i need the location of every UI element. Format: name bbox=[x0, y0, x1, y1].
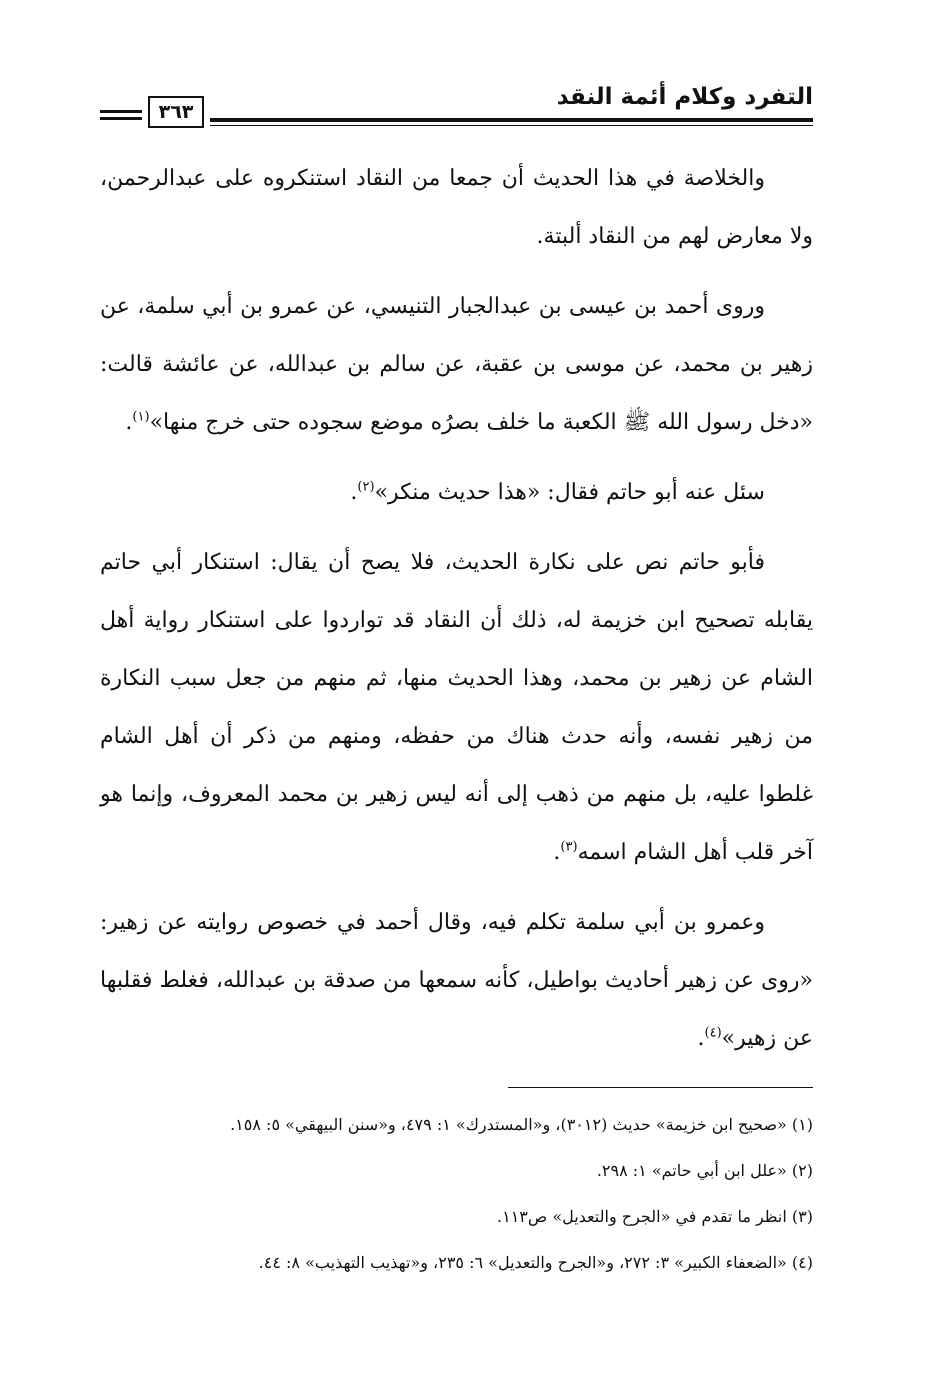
header-rule bbox=[210, 118, 813, 122]
footnote-ref: (٤) bbox=[704, 1025, 722, 1041]
footnotes bbox=[100, 1102, 813, 1286]
footnote-4: (٤) «الضعفاء الكبير» ٣: ٢٧٢، و«الجرح والتعديل» ٦: ٢٣٥، و«تهذيب التهذيب» ٨: ٤٤. bbox=[258, 1253, 813, 1272]
paragraph-text: سئل عنه أبو حاتم فقال: «هذا حديث منكر» bbox=[374, 480, 765, 505]
page-header bbox=[100, 80, 813, 130]
page-number: ٣٦٣ bbox=[148, 96, 204, 128]
main-text bbox=[100, 150, 813, 1080]
paragraph-text: وروى أحمد بن عيسى بن عبدالجبار التنيسي، عن عمرو بن أبي سلمة، عن زهير بن محمد، عن موسى بن عقبة، عن سالم بن عبدالله، عن عائشة قالت: «دخل رسول الله ﷺ الكعبة ما خلف بصرُه موضع سجوده حتى خرج منها» bbox=[100, 294, 813, 435]
footnote-ref: (٣) bbox=[560, 839, 578, 855]
paragraph-amr: وعمرو بن أبي سلمة تكلم فيه، وقال أحمد في خصوص روايته عن زهير: «روى عن زهير أحاديث بواطيل، كأنه سمعها من صدقة بن عبدالله، فغلط فقلبها عن زهير»$^{(٤)}$. bbox=[100, 910, 813, 1051]
paragraph-text: والخلاصة في هذا الحديث أن جمعا من النقاد استنكروه على عبدالرحمن، ولا معارض لهم من النقاد ألبتة. bbox=[100, 166, 813, 249]
paragraph-conclusion bbox=[100, 150, 813, 266]
footnote-2: (٢) «علل ابن أبي حاتم» ١: ٢٩٨. bbox=[596, 1161, 813, 1180]
footnote-separator bbox=[508, 1087, 813, 1088]
paragraph-narration: وروى أحمد بن عيسى بن عبدالجبار التنيسي، عن عمرو بن أبي سلمة، عن زهير بن محمد، عن موسى بن عقبة، عن سالم بن عبدالله، عن عائشة قالت: «دخل رسول الله ﷺ الكعبة ما خلف بصرُه موضع سجوده حتى خرج منها»$^{(١)}$. bbox=[100, 294, 813, 435]
paragraph-abu-hatim: سئل عنه أبو حاتم فقال: «هذا حديث منكر»$^{(٢)}$. bbox=[350, 479, 765, 505]
footnote-1: (١) «صحيح ابن خزيمة» حديث (٣٠١٢)، و«المستدرك» ١: ٤٧٩، و«سنن البيهقي» ٥: ١٥٨. bbox=[230, 1115, 813, 1134]
footnote-ref: (٢) bbox=[357, 479, 375, 495]
footnote-ref: (١) bbox=[132, 409, 150, 425]
header-rule-left-lower bbox=[100, 117, 142, 120]
footnote-3: (٣) انظر ما تقدم في «الجرح والتعديل» ص١١٣. bbox=[497, 1207, 813, 1226]
header-rule-left bbox=[100, 110, 142, 113]
paragraph-text: فأبو حاتم نص على نكارة الحديث، فلا يصح أن يقال: استنكار أبي حاتم يقابله تصحيح ابن خزيمة له، ذلك أن النقاد قد تواردوا على استنكار رواية أهل الشام عن زهير بن محمد، وهذا الحديث منها، ثم منهم من جعل سبب النكارة من زهير نفسه، وأنه حدث هناك من حفظه، ومنهم من ذكر أن أهل الشام غلطوا عليه، بل منهم من ذهب إلى أنه ليس زهير بن محمد المعروف، وإنما هو آخر قلب أهل الشام اسمه bbox=[100, 550, 813, 865]
running-title: التفرد وكلام أئمة النقد bbox=[556, 84, 813, 110]
header-rule-thin bbox=[210, 125, 813, 126]
paragraph-text: وعمرو بن أبي سلمة تكلم فيه، وقال أحمد في خصوص روايته عن زهير: «روى عن زهير أحاديث بواطيل، كأنه سمعها من صدقة بن عبدالله، فغلط فقلبها عن زهير» bbox=[100, 910, 813, 1051]
paragraph-analysis: فأبو حاتم نص على نكارة الحديث، فلا يصح أن يقال: استنكار أبي حاتم يقابله تصحيح ابن خزيمة له، ذلك أن النقاد قد تواردوا على استنكار رواية أهل الشام عن زهير بن محمد، وهذا الحديث منها، ثم منهم من جعل سبب النكارة من زهير نفسه، وأنه حدث هناك من حفظه، ومنهم من ذكر أن أهل الشام غلطوا عليه، بل منهم من ذهب إلى أنه ليس زهير بن محمد المعروف، وإنما هو آخر قلب أهل الشام اسمه$^{(٣)}$. bbox=[100, 550, 813, 865]
